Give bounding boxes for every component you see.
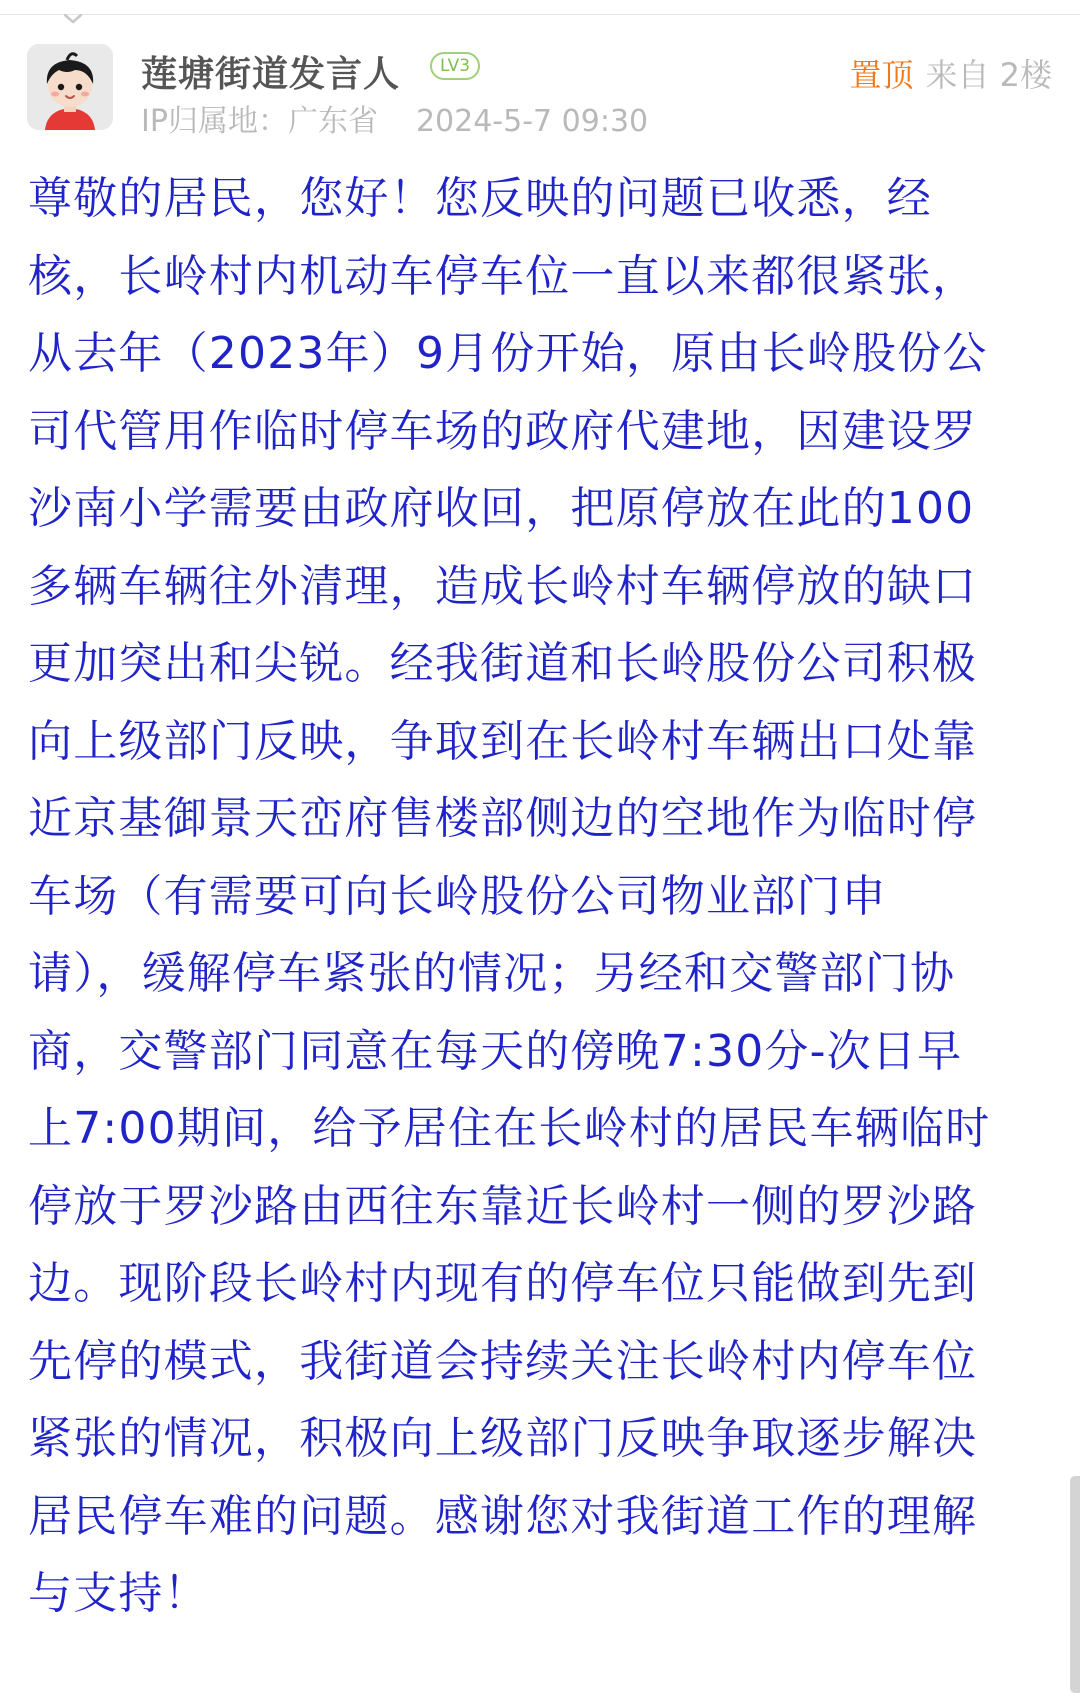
content-line: 上7:00期间，给予居住在长岭村的居民车辆临时 bbox=[28, 1103, 991, 1154]
ip-location: IP归属地：广东省 bbox=[141, 104, 378, 139]
content-line: 请），缓解停车紧张的情况；另经和交警部门协 bbox=[28, 948, 956, 999]
content-line: 车场（有需要可向长岭股份公司物业部门申 bbox=[28, 870, 887, 922]
content-line: 商，交警部门同意在每天的傍晚7:30分-次日早 bbox=[28, 1025, 963, 1077]
content-line: 与支持！ bbox=[28, 1568, 209, 1619]
content-line: 司代管用作临时停车场的政府代建地，因建设罗 bbox=[28, 405, 978, 457]
content-line: 近京基御景天峦府售楼部侧边的空地作为临时停 bbox=[28, 793, 978, 844]
post-content bbox=[28, 160, 1058, 1633]
content-line: 尊敬的居民，您好！您反映的问题已收悉，经 bbox=[28, 173, 932, 224]
content-line: 多辆车辆往外清理，造成长岭村车辆停放的缺口 bbox=[28, 560, 978, 612]
content-line: 更加突出和尖锐。经我街道和长岭股份公司积极 bbox=[28, 638, 978, 689]
pinned-tag: 置顶 bbox=[849, 56, 914, 94]
content-line: 居民停车难的问题。感谢您对我街道工作的理解 bbox=[28, 1490, 978, 1542]
scrollbar-thumb[interactable] bbox=[1070, 1476, 1080, 1693]
post-meta bbox=[141, 96, 648, 140]
content-line: 紧张的情况，积极向上级部门反映争取逐步解决 bbox=[28, 1413, 978, 1464]
cartoon-boy-avatar-icon bbox=[27, 44, 113, 130]
level-badge: LV3 bbox=[430, 52, 480, 80]
content-line: 核，长岭村内机动车停车位一直以来都很紧张， bbox=[28, 250, 978, 302]
post-tags bbox=[849, 50, 1052, 96]
content-line: 沙南小学需要由政府收回，把原停放在此的100 bbox=[28, 483, 975, 534]
content-line: 先停的模式，我街道会持续关注长岭村内停车位 bbox=[28, 1335, 978, 1387]
floor-label[interactable]: 来自 2楼 bbox=[925, 56, 1052, 94]
content-line: 向上级部门反映，争取到在长岭村车辆出口处靠 bbox=[28, 715, 978, 767]
content-line: 从去年（2023年）9月份开始，原由长岭股份公 bbox=[28, 328, 988, 379]
avatar[interactable] bbox=[27, 44, 113, 130]
content-line: 边。现阶段长岭村内现有的停车位只能做到先到 bbox=[28, 1258, 978, 1309]
post-date: 2024-5-7 09:30 bbox=[415, 104, 649, 139]
content-line: 停放于罗沙路由西往东靠近长岭村一侧的罗沙路 bbox=[28, 1180, 978, 1232]
author-name[interactable]: 莲塘街道发言人 bbox=[141, 54, 401, 95]
